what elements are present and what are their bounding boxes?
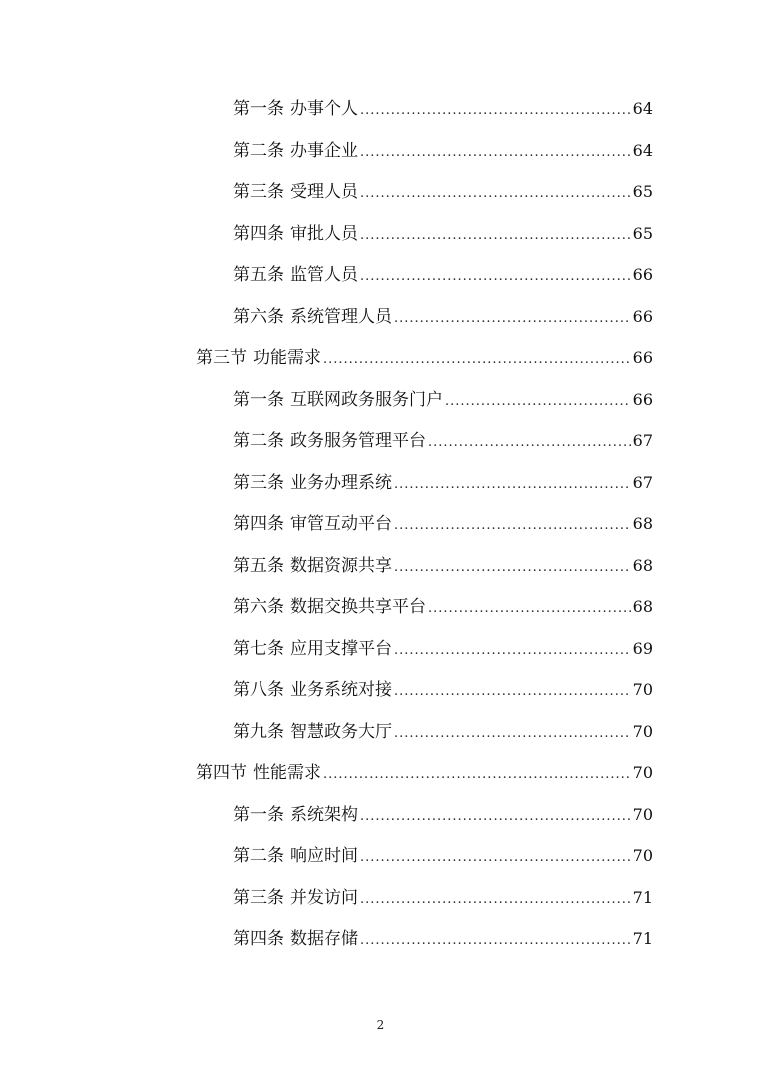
- toc-entry-page: 70: [632, 763, 653, 782]
- toc-entry-label: [233, 429, 426, 453]
- toc-entry-title: 业务办理系统: [290, 473, 392, 493]
- dot-leader: [360, 805, 631, 829]
- toc-entry-label: [233, 471, 392, 495]
- toc-entry-label: [233, 180, 358, 204]
- dot-leader: [394, 722, 631, 746]
- toc-entry-label: [233, 637, 392, 661]
- toc-entry-page: 70: [632, 846, 653, 865]
- dot-leader: [394, 680, 631, 704]
- page-number: 2: [376, 1018, 385, 1032]
- toc-entry-page: 70: [632, 722, 653, 741]
- dot-leader: [394, 473, 631, 497]
- toc-entry-label: [233, 554, 392, 578]
- toc-entry-label: [196, 346, 321, 370]
- toc-entry-label: [233, 927, 358, 951]
- toc-entry-title: 智慧政务大厅: [290, 722, 392, 742]
- toc-entry-number: 第四节: [196, 763, 247, 783]
- toc-entry-number: 第九条: [233, 722, 284, 742]
- toc-entry-page: 70: [632, 805, 653, 824]
- dot-leader: [360, 846, 631, 870]
- toc-entry-number: 第一条: [233, 99, 284, 119]
- toc-section-entry[interactable]: [196, 761, 653, 785]
- toc-entry-title: 办事个人: [290, 99, 358, 119]
- toc-entry-page: 67: [632, 473, 653, 492]
- toc-entry-title: 数据资源共享: [290, 556, 392, 576]
- toc-entry-page: 66: [632, 348, 653, 367]
- dot-leader: [323, 763, 631, 787]
- toc-entry-page: 65: [632, 182, 653, 201]
- toc-entry-number: 第六条: [233, 597, 284, 617]
- toc-entry-title: 审批人员: [290, 224, 358, 244]
- toc-entry-title: 数据存储: [290, 929, 358, 949]
- toc-entry-page: 71: [632, 888, 653, 907]
- toc-entry-page: 66: [632, 307, 653, 326]
- toc-entry-page: 64: [632, 141, 653, 160]
- toc-entry[interactable]: [233, 595, 653, 619]
- toc-entry-label: [233, 222, 358, 246]
- toc-entry[interactable]: [233, 637, 653, 661]
- toc-entry[interactable]: [233, 139, 653, 163]
- dot-leader: [394, 639, 631, 663]
- toc-entry[interactable]: [233, 429, 653, 453]
- toc-entry-number: 第七条: [233, 639, 284, 659]
- toc-entry-title: 业务系统对接: [290, 680, 392, 700]
- dot-leader: [360, 141, 631, 165]
- toc-entry-title: 系统管理人员: [290, 307, 392, 327]
- dot-leader: [394, 556, 631, 580]
- toc-entry-label: [233, 844, 358, 868]
- toc-entry-label: [233, 139, 358, 163]
- dot-leader: [394, 514, 631, 538]
- toc-entry-page: 69: [632, 639, 653, 658]
- toc-entry-title: 政务服务管理平台: [290, 431, 426, 451]
- toc-entry-title: 并发访问: [290, 888, 358, 908]
- toc-entry-page: 71: [632, 929, 653, 948]
- toc-entry-number: 第一条: [233, 390, 284, 410]
- toc-entry-number: 第四条: [233, 224, 284, 244]
- toc-entry-number: 第五条: [233, 556, 284, 576]
- toc-entry-number: 第一条: [233, 805, 284, 825]
- toc-section-entry[interactable]: [196, 346, 653, 370]
- toc-entry-title: 系统架构: [290, 805, 358, 825]
- toc-entry[interactable]: [233, 927, 653, 951]
- toc-entry-title: 数据交换共享平台: [290, 597, 426, 617]
- toc-entry[interactable]: [233, 305, 653, 329]
- toc-entry-page: 66: [632, 265, 653, 284]
- toc-entry-title: 互联网政务服务门户: [290, 390, 443, 410]
- toc-entry-page: 68: [632, 597, 653, 616]
- toc-entry-number: 第二条: [233, 141, 284, 161]
- toc-entry[interactable]: [233, 554, 653, 578]
- toc-entry-number: 第二条: [233, 431, 284, 451]
- dot-leader: [360, 888, 631, 912]
- toc-entry-number: 第三条: [233, 473, 284, 493]
- dot-leader: [360, 929, 631, 953]
- toc-entry-title: 监管人员: [290, 265, 358, 285]
- toc-entry-label: [233, 803, 358, 827]
- dot-leader: [323, 348, 631, 372]
- toc-entry-number: 第三条: [233, 888, 284, 908]
- toc-entry-page: 67: [632, 431, 653, 450]
- toc-entry[interactable]: [233, 512, 653, 536]
- toc-entry-number: 第三节: [196, 348, 247, 368]
- toc-entry-number: 第四条: [233, 929, 284, 949]
- toc-entry-page: 65: [632, 224, 653, 243]
- toc-entry-page: 70: [632, 680, 653, 699]
- toc-entry-page: 68: [632, 514, 653, 533]
- toc-entry-number: 第六条: [233, 307, 284, 327]
- toc-entry-title: 性能需求: [253, 763, 321, 783]
- toc-entry[interactable]: [233, 222, 653, 246]
- toc-entry[interactable]: [233, 678, 653, 702]
- toc-entry-page: 68: [632, 556, 653, 575]
- toc-entry-number: 第八条: [233, 680, 284, 700]
- toc-entry-label: [233, 388, 443, 412]
- toc-entry[interactable]: [233, 844, 653, 868]
- dot-leader: [360, 182, 631, 206]
- toc-entry-title: 响应时间: [290, 846, 358, 866]
- toc-entry-title: 受理人员: [290, 182, 358, 202]
- toc-entry-title: 功能需求: [253, 348, 321, 368]
- toc-entry[interactable]: [233, 263, 653, 287]
- toc-entry-number: 第四条: [233, 514, 284, 534]
- dot-leader: [428, 431, 631, 455]
- toc-entry-number: 第三条: [233, 182, 284, 202]
- toc-entry[interactable]: [233, 803, 653, 827]
- dot-leader: [360, 99, 631, 123]
- toc-entry[interactable]: [233, 471, 653, 495]
- toc-entry-title: 审管互动平台: [290, 514, 392, 534]
- toc-entry[interactable]: [233, 180, 653, 204]
- toc-entry-label: [233, 595, 426, 619]
- toc-entry-label: [233, 678, 392, 702]
- toc-entry-label: [233, 512, 392, 536]
- dot-leader: [360, 224, 631, 248]
- toc-entry[interactable]: [233, 720, 653, 744]
- toc-entry-title: 应用支撑平台: [290, 639, 392, 659]
- toc-entry-label: [233, 886, 358, 910]
- toc-entry-page: 66: [632, 390, 653, 409]
- dot-leader: [428, 597, 631, 621]
- toc-entry-label: [233, 720, 392, 744]
- toc-entry-label: [233, 97, 358, 121]
- toc-entry-label: [233, 263, 358, 287]
- dot-leader: [394, 307, 631, 331]
- dot-leader: [445, 390, 631, 414]
- toc-entry-label: [233, 305, 392, 329]
- toc-entry-title: 办事企业: [290, 141, 358, 161]
- dot-leader: [360, 265, 631, 289]
- toc-entry[interactable]: [233, 886, 653, 910]
- toc-entry[interactable]: [233, 97, 653, 121]
- toc-entry-page: 64: [632, 99, 653, 118]
- toc-entry-number: 第五条: [233, 265, 284, 285]
- toc-entry-number: 第二条: [233, 846, 284, 866]
- toc-entry-label: [196, 761, 321, 785]
- toc-entry[interactable]: [233, 388, 653, 412]
